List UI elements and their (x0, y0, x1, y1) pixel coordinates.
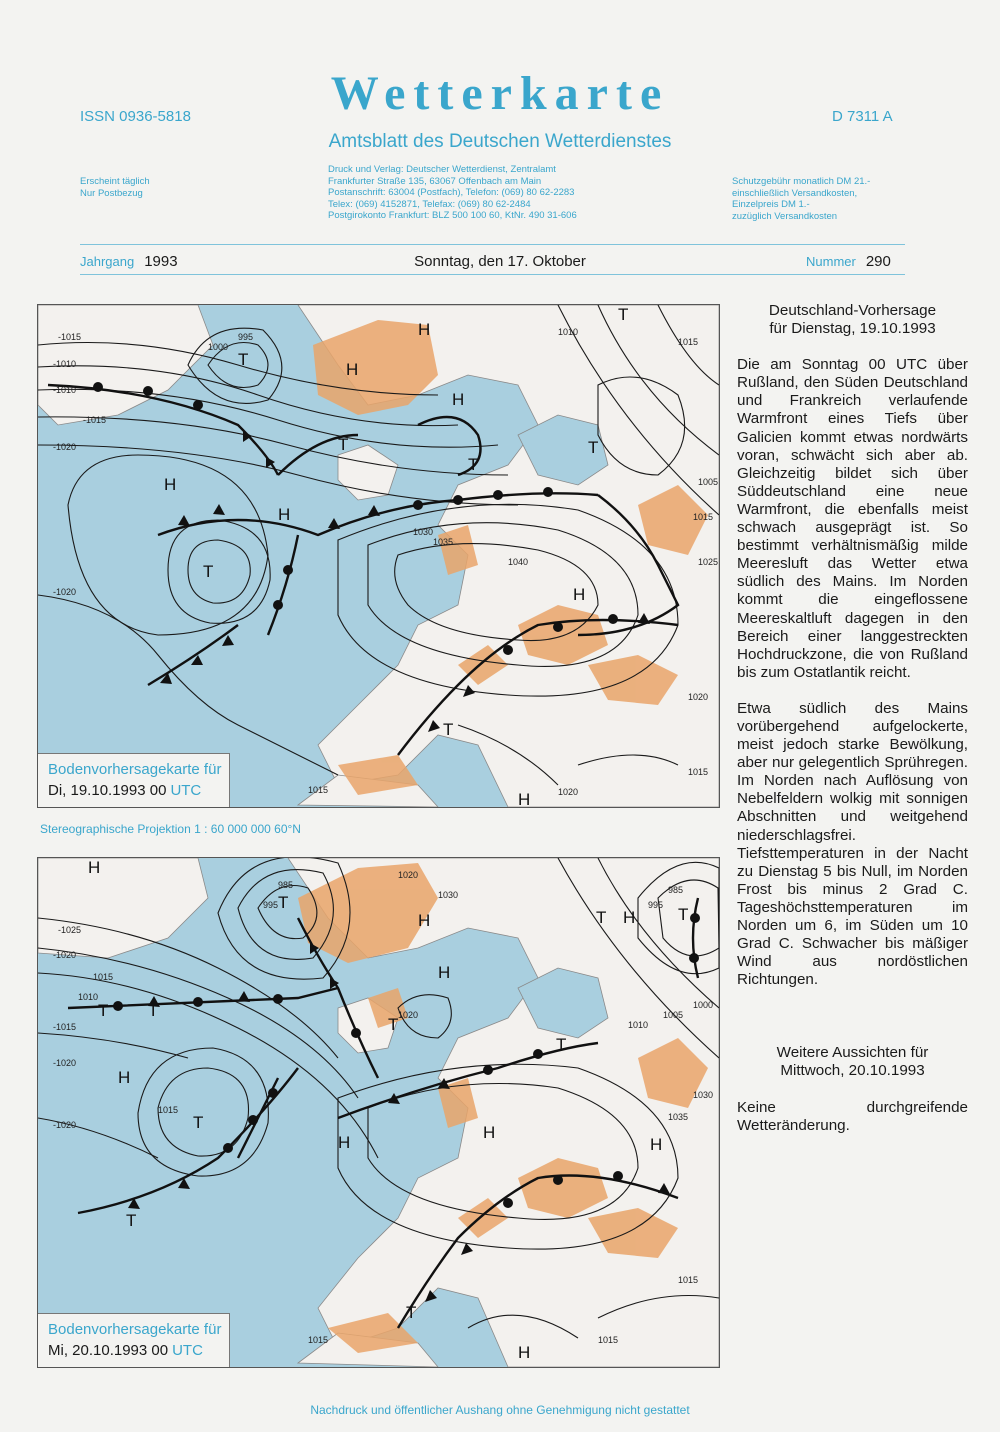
forecast-map-wednesday (37, 857, 720, 1368)
svg-text:985: 985 (668, 885, 684, 895)
svg-text:H: H (88, 858, 101, 877)
map-caption (38, 753, 230, 807)
svg-text:1015: 1015 (688, 767, 709, 777)
svg-text:1005: 1005 (698, 477, 719, 487)
publisher-line: Telex: (069) 4152871, Telefax: (069) 80 62-2484 (328, 198, 531, 210)
publication-note-line: Erscheint täglich (80, 176, 150, 187)
map-caption-date (48, 780, 221, 802)
svg-text:1010: 1010 (628, 1020, 649, 1030)
svg-text:T: T (338, 435, 349, 454)
svg-text:1015: 1015 (678, 337, 699, 347)
svg-text:1040: 1040 (508, 557, 529, 567)
svg-text:H: H (573, 585, 586, 604)
svg-text:995: 995 (238, 332, 254, 342)
publication-code: D 7311 A (832, 108, 893, 125)
svg-text:1030: 1030 (693, 1090, 714, 1100)
page-title: Wetterkarte (330, 67, 670, 120)
svg-text:1020: 1020 (558, 787, 579, 797)
issue-number-value: 290 (865, 253, 891, 270)
svg-text:H: H (452, 390, 465, 409)
price-line: Schutzgebühr monatlich DM 21.- (732, 176, 871, 187)
publication-note (80, 176, 150, 199)
outlook-subheading: Mittwoch, 20.10.1993 (780, 1062, 925, 1080)
svg-text:1015: 1015 (93, 972, 114, 982)
svg-text:1025: 1025 (698, 557, 719, 567)
svg-text:-1010: -1010 (53, 359, 77, 369)
svg-text:T: T (278, 893, 289, 912)
svg-text:T: T (148, 1001, 159, 1020)
svg-text:-1025: -1025 (58, 925, 82, 935)
svg-text:1010: 1010 (558, 327, 579, 337)
svg-text:1010: 1010 (78, 992, 99, 1002)
svg-text:T: T (443, 720, 454, 739)
svg-text:-1015: -1015 (53, 1022, 77, 1032)
svg-text:H: H (518, 790, 531, 807)
publication-note-line: Nur Postbezug (80, 187, 143, 199)
forecast-heading: Deutschland-Vorhersage (768, 302, 937, 319)
issn-number: ISSN 0936-5818 (80, 108, 191, 125)
svg-text:T: T (126, 1211, 137, 1230)
forecast-subheading: für Dienstag, 19.10.1993 (769, 320, 936, 338)
svg-text:T: T (556, 1035, 567, 1054)
price-line: zuzüglich Versandkosten (732, 210, 838, 222)
forecast-column (737, 302, 968, 1135)
svg-text:T: T (406, 1303, 417, 1322)
svg-text:-1020: -1020 (53, 442, 77, 452)
issue-date: Sonntag, den 17. Oktober (414, 253, 586, 270)
volume-value: 1993 (144, 253, 178, 270)
svg-text:H: H (346, 360, 359, 379)
svg-text:1015: 1015 (598, 1335, 619, 1345)
svg-text:T: T (588, 438, 599, 457)
svg-text:H: H (118, 1068, 131, 1087)
publisher-info (328, 164, 577, 222)
price-line: Einzelpreis DM 1.- (732, 199, 810, 211)
svg-text:-1020: -1020 (53, 1058, 77, 1068)
svg-text:1000: 1000 (693, 1000, 714, 1010)
weather-map-1 (38, 305, 719, 807)
map-caption (38, 1313, 230, 1367)
svg-text:1015: 1015 (308, 1335, 329, 1345)
map-caption-utc: UTC (172, 1342, 203, 1359)
svg-text:1015: 1015 (693, 512, 714, 522)
weather-map-2 (38, 858, 719, 1367)
svg-text:-1020: -1020 (53, 1120, 77, 1130)
svg-text:H: H (650, 1135, 663, 1154)
divider (80, 274, 905, 275)
svg-text:1035: 1035 (433, 537, 454, 547)
svg-text:T: T (203, 562, 214, 581)
svg-text:T: T (678, 905, 689, 924)
page-subtitle: Amtsblatt des Deutschen Wetterdienstes (328, 131, 672, 152)
publisher-line: Druck und Verlag: Deutscher Wetterdienst, Zentralamt (328, 164, 556, 175)
svg-text:1020: 1020 (398, 870, 419, 880)
svg-text:H: H (338, 1133, 351, 1152)
svg-text:1005: 1005 (663, 1010, 684, 1020)
issue-number (806, 253, 891, 270)
svg-text:H: H (418, 911, 431, 930)
svg-text:H: H (164, 475, 177, 494)
map-caption-title: Bodenvorhersagekarte für (48, 1321, 222, 1338)
svg-text:T: T (238, 350, 249, 369)
svg-text:995: 995 (263, 900, 279, 910)
svg-text:H: H (418, 320, 431, 339)
svg-text:985: 985 (278, 880, 294, 890)
svg-text:T: T (618, 305, 629, 324)
outlook-paragraph: Keine durchgreifende Wetteränderung. (737, 1098, 968, 1134)
divider (80, 244, 905, 245)
svg-text:-1015: -1015 (58, 332, 82, 342)
forecast-paragraph: Die am Sonntag 00 UTC über Rußland, den Süden Deutschland und Frankreich verlaufende Warmfront eines Tiefs über Galicien kommt etwas nordwärts voran, schwächt sich aber ab. Gleichzeitig bildet sich über Süddeutschland eine neue Warmfront, die ebenfalls meist schwach ausgeprägt ist. So bestimmt verhältnismäßig milde Meeresluft das Wetter etwa südlich des Mains. Im Norden kommt die eingeflossene Meereskaltluft dagegen in den Bereich einer langgestreckten Hochdruckzone, die von Rußland bis zum Ostatlantik reicht. (737, 356, 968, 681)
map-caption-date-text: Di, 19.10.1993 00 (48, 782, 167, 799)
svg-text:-1020: -1020 (53, 587, 77, 597)
price-line: einschließlich Versandkosten, (732, 187, 858, 199)
svg-text:1030: 1030 (413, 527, 434, 537)
svg-text:1020: 1020 (688, 692, 709, 702)
publisher-line: Postanschrift: 63004 (Postfach), Telefon: (069) 80 62-2283 (328, 187, 575, 199)
map-caption-date-text: Mi, 20.10.1993 00 (48, 1342, 169, 1359)
projection-note: Stereographische Projektion 1 : 60 000 000 60°N (40, 822, 301, 836)
svg-text:1035: 1035 (668, 1112, 689, 1122)
price-info (732, 176, 870, 222)
svg-text:H: H (623, 908, 636, 927)
svg-text:T: T (98, 1001, 109, 1020)
forecast-map-tuesday (37, 304, 720, 808)
svg-text:T: T (468, 455, 479, 474)
map-caption-utc: UTC (170, 782, 202, 799)
footer-note: Nachdruck und öffentlicher Aushang ohne Genehmigung nicht gestattet (310, 1403, 690, 1417)
svg-text:T: T (388, 1015, 399, 1034)
svg-text:1030: 1030 (438, 890, 459, 900)
map-caption-date (48, 1340, 221, 1362)
issue-number-label: Nummer (806, 254, 856, 269)
svg-text:995: 995 (648, 900, 664, 910)
svg-text:T: T (193, 1113, 204, 1132)
outlook-heading: Weitere Aussichten für (776, 1044, 929, 1062)
svg-text:1020: 1020 (398, 1010, 419, 1020)
forecast-paragraph: Etwa südlich des Mains vorübergehend aufgelockerte, meist jedoch starke Bewölkung, aber nur gelegentlich Sprühregen. Im Norden nach Auflösung von Nebelfeldern wolkig mit sonnigen Abschnitten und weitgehend niederschlagsfrei. Tiefsttemperaturen in der Nacht zu Dienstag 5 bis Null, im Norden Frost bis minus 2 Grad C. Tageshöchsttemperaturen im Norden um 6, im Süden um 10 Grad C. Schwacher bis mäßiger Wind aus nordöstlichen Richtungen. (737, 699, 968, 989)
svg-text:1015: 1015 (158, 1105, 179, 1115)
svg-text:H: H (518, 1343, 531, 1362)
svg-text:H: H (438, 963, 451, 982)
svg-text:-1020: -1020 (53, 950, 77, 960)
svg-text:H: H (278, 505, 291, 524)
svg-text:T: T (596, 908, 607, 927)
volume-label: Jahrgang (80, 254, 135, 269)
svg-text:-1015: -1015 (83, 415, 107, 425)
publisher-line: Frankfurter Straße 135, 63067 Offenbach am Main (328, 175, 542, 187)
svg-text:1015: 1015 (678, 1275, 699, 1285)
svg-text:1015: 1015 (308, 785, 329, 795)
svg-text:1000: 1000 (208, 342, 229, 352)
map-caption-title: Bodenvorhersagekarte für (48, 761, 222, 778)
publisher-line: Postgirokonto Frankfurt: BLZ 500 100 60, KtNr. 490 31-606 (328, 210, 577, 222)
svg-text:H: H (483, 1123, 496, 1142)
svg-text:-1010: -1010 (53, 385, 77, 395)
